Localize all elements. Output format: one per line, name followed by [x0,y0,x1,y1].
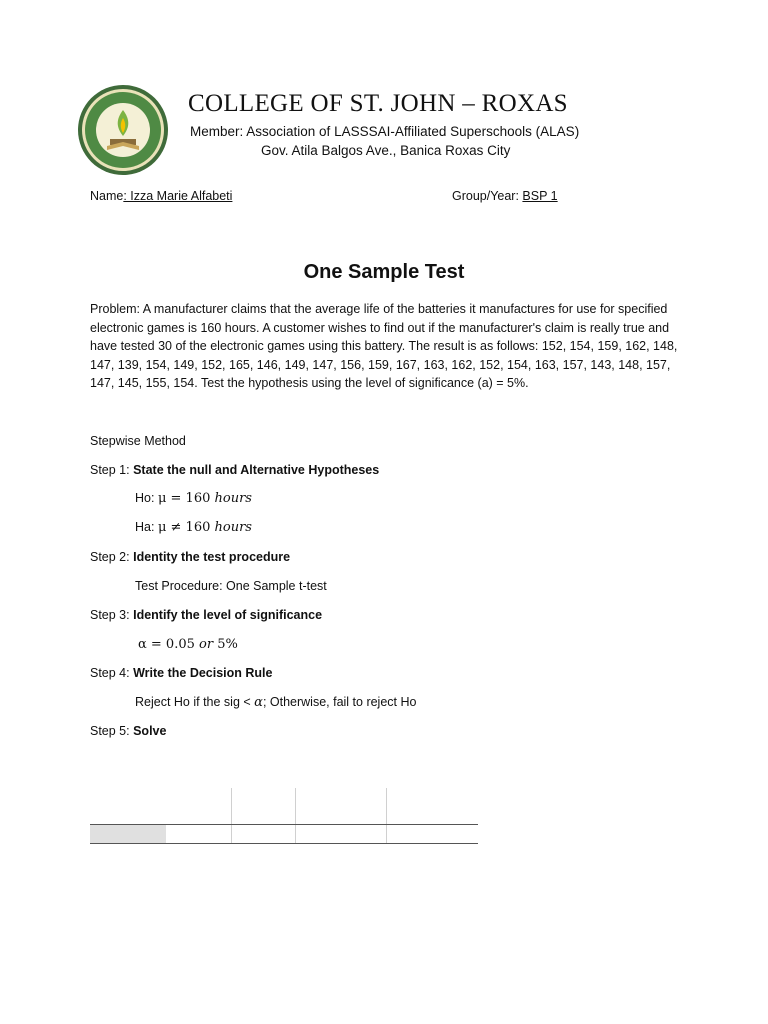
step-label: Step 4: [90,666,134,680]
address-line: Gov. Atila Balgos Ave., Banica Roxas City [261,143,511,158]
method-heading: Stepwise Method [90,434,186,448]
step-title: State the null and Alternative Hypotheses [133,463,380,477]
step-label: Step 2: [90,550,134,564]
step-label: Step 5: [90,724,134,738]
step-1 [90,463,379,477]
ho-equation [158,491,252,506]
step-3 [90,608,322,622]
ho-math: μ = 160 [157,491,215,506]
ha-unit: hours [214,520,252,535]
step-label: Step 3: [90,608,134,622]
step-title: Identity the test procedure [133,550,291,564]
college-name: COLLEGE OF ST. JOHN – ROXAS [188,90,568,117]
table-col-divider [231,788,232,844]
test-procedure: Test Procedure: One Sample t-test [135,579,327,593]
alpha-percent: 5% [213,637,238,652]
step-title: Identify the level of significance [133,608,323,622]
alpha-or: or [199,637,214,652]
ha-equation [158,520,252,535]
decision-pre: Reject Ho if the sig < [135,695,255,709]
problem-statement: Problem: A manufacturer claims that the average life of the batteries it manufactures for use for specified electronic games is 160 hours. A customer wishes to find out if the manufacturer's claim is really true and have tested 30 of the electronic games using this battery. The result is as follows: 152, 154, 159, 162, 148, 147, 139, 154, 149, 152, 165, 146, 149, 147, 156, 159, 167, 163, 162, 152, 154, 163, 157, 143, 148, 157, 147, 145, 155, 154. Test the hypothesis using the level of significance (a) = 5%. [90,302,678,391]
ha-label: Ha: [135,520,158,534]
null-hypothesis [135,491,252,506]
membership-line: Member: Association of LASSSAI-Affiliated Superschools (ALAS) [190,124,580,139]
step-label: Step 1: [90,463,134,477]
group-label: Group/Year: [452,189,523,203]
alpha-math: α = 0.05 [138,637,200,652]
step-title: Write the Decision Rule [133,666,273,680]
table-row-header-cell [90,825,166,843]
table-col-divider [386,788,387,844]
group-value: BSP 1 [522,189,558,203]
decision-rule [135,695,416,710]
decision-post: ; Otherwise, fail to reject Ho [262,695,417,709]
name-value: : Izza Marie Alfabeti [123,189,233,203]
name-label: Name [90,189,124,203]
decision-alpha: α [254,695,263,710]
significance-level [138,637,238,652]
student-name-row [90,189,232,203]
step-4 [90,666,272,680]
step-2 [90,550,290,564]
alternative-hypothesis [135,520,252,535]
step-5 [90,724,166,738]
ha-math: μ ≠ 160 [157,520,215,535]
ho-unit: hours [214,491,252,506]
table-col-divider [295,788,296,844]
step-title: Solve [133,724,167,738]
table-bottom-rule [90,843,478,844]
document-title: One Sample Test [303,261,465,283]
ho-label: Ho: [135,491,158,505]
group-year-row [452,189,558,203]
college-logo [77,84,169,176]
